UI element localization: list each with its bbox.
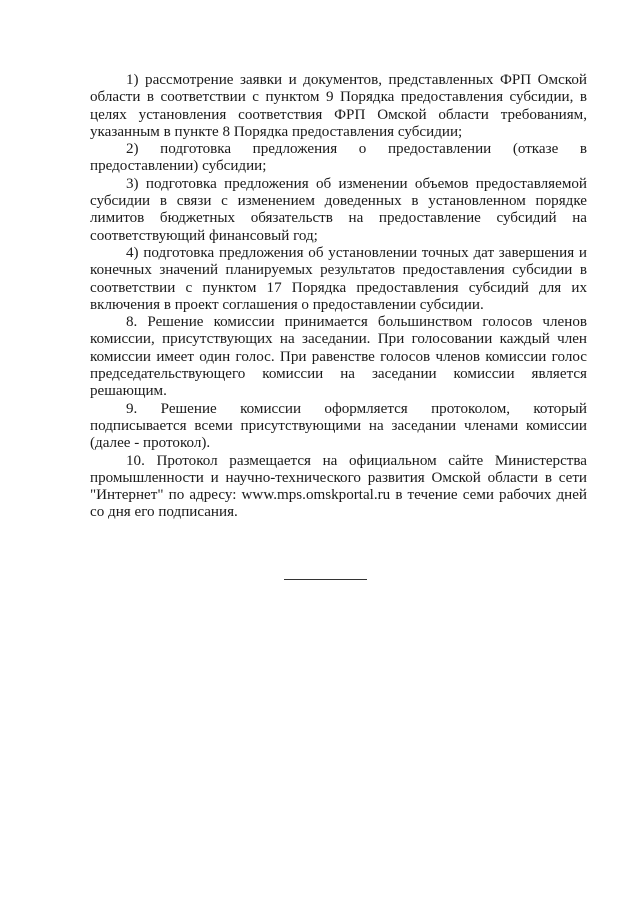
paragraph-clause-10: 10. Протокол размещается на официальном сайте Министерства промышленности и научно-технического развития Омской области в сети "Интернет" по адресу: www.mps.omskportal.ru в течение семи рабочих дней со дня его подписания. bbox=[90, 452, 587, 521]
paragraph-item-1: 1) рассмотрение заявки и документов, представленных ФРП Омской области в соответствии с пунктом 9 Порядка предоставления субсидии, в целях установления соответствия ФРП Омской области требованиям, указанным в пункте 8 Порядка предоставления субсидии; bbox=[90, 72, 587, 140]
paragraph-item-2: 2) подготовка предложения о предоставлении (отказе в предоставлении) субсидии; bbox=[90, 141, 587, 175]
paragraph-clause-9: 9. Решение комиссии оформляется протоколом, который подписывается всеми присутствующими на заседании членами комиссии (далее - протокол). bbox=[90, 400, 587, 452]
end-of-text-divider bbox=[284, 579, 367, 580]
paragraph-item-3: 3) подготовка предложения об изменении объемов предоставляемой субсидии в связи с изменением доведенных в установленном порядке лимитов бюджетных обязательств на предоставление субсидий на соответствующий финансовый год; bbox=[90, 175, 587, 244]
document-body bbox=[90, 72, 587, 522]
paragraph-clause-8: 8. Решение комиссии принимается большинством голосов членов комиссии, присутствующих на заседании. При голосовании каждый член комиссии имеет один голос. При равенстве голосов членов комиссии голос председательствующего комиссии на заседании комиссии является решающим. bbox=[90, 314, 587, 400]
paragraph-item-4: 4) подготовка предложения об установлении точных дат завершения и конечных значений планируемых результатов предоставления субсидии в соответствии с пунктом 17 Порядка предоставления субсидий для их включения в проект соглашения о предоставлении субсидии. bbox=[90, 244, 587, 313]
